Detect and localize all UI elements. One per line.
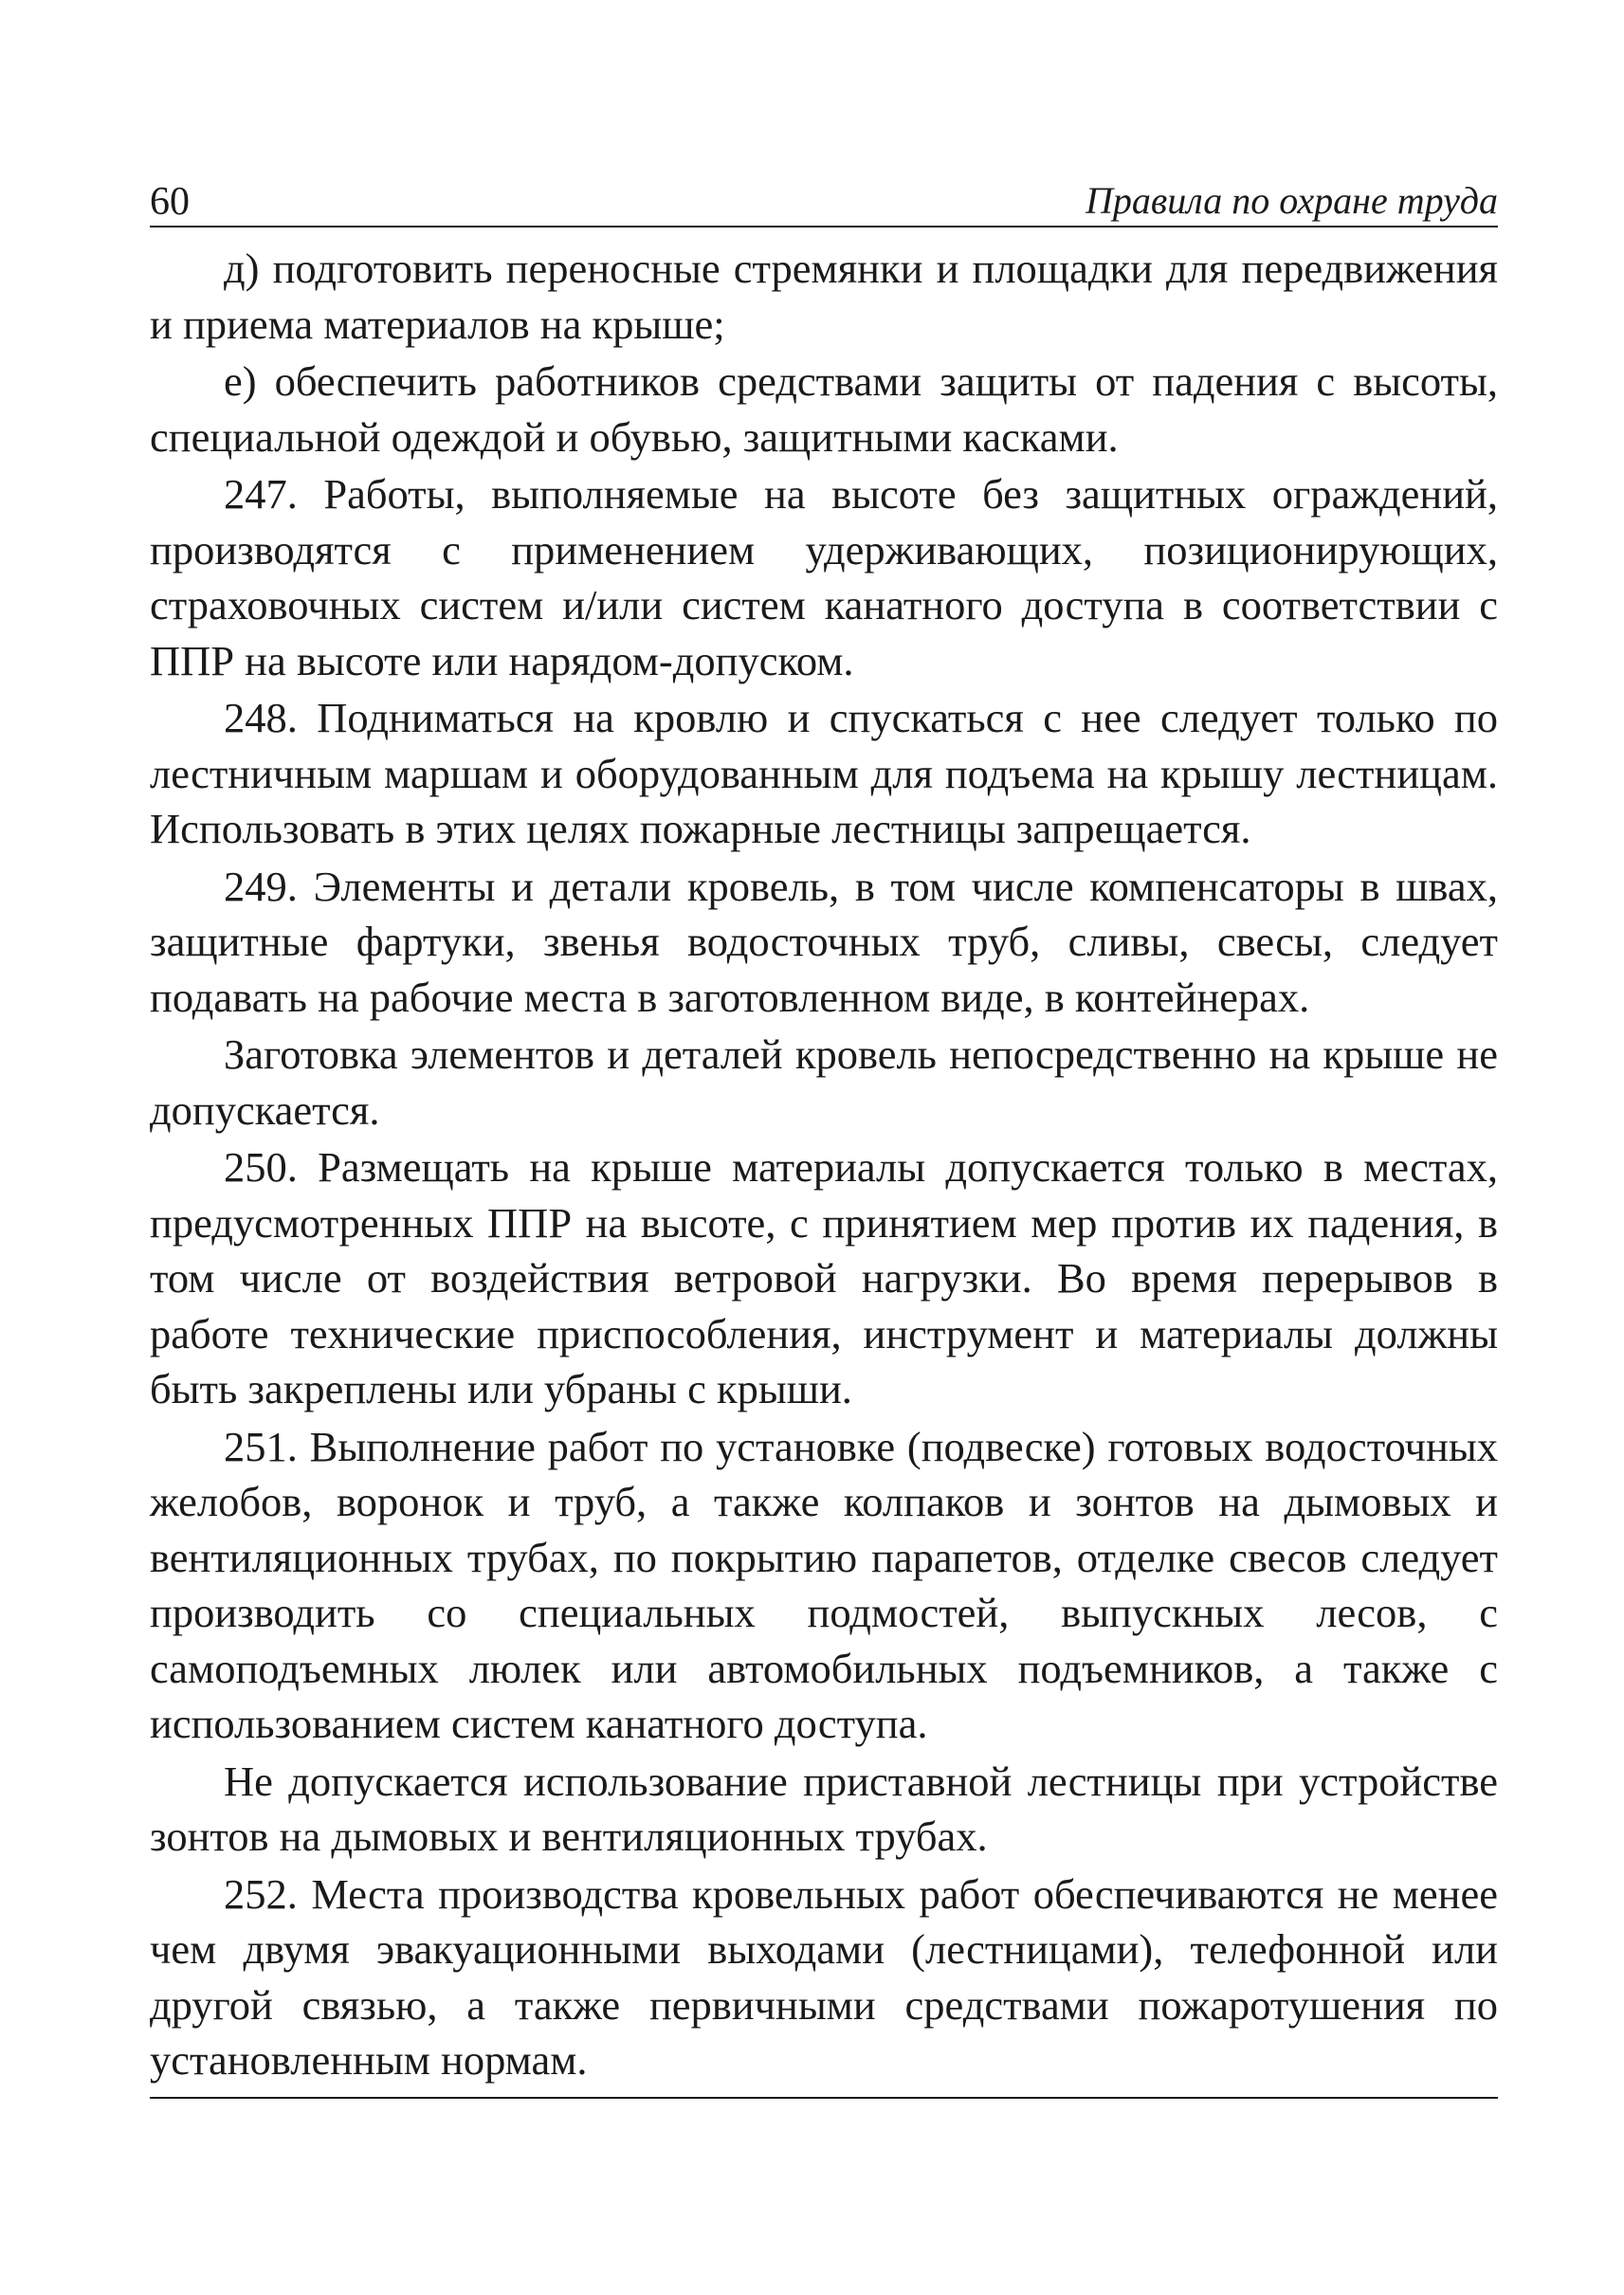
paragraph-251: 251. Выполнение работ по установке (подвеске) готовых водосточных желобов, воронок и труб, а также колпаков и зонтов на дымовых и вентиляционных трубах, по покрытию парапетов, отделке свесов следует производить со специальных подмостей, выпускных лесов, с самоподъемных люлек или автомобильных подъемников, а также с использованием систем канатного доступа. [150,1422,1498,1747]
page-number: 60 [150,180,190,224]
paragraph-248: 248. Подниматься на кровлю и спускаться с нее следует только по лестничным маршам и оборудованным для подъема на крышу лестницам. Использовать в этих целях пожарные лестницы запрещается. [150,694,1498,852]
paragraph-252: 252. Места производства кровельных работ обеспечиваются не менее чем двумя эвакуационными выходами (лестницами), телефонной или другой связью, а также первичными средствами пожаротушения по установленным нормам. [150,1869,1498,2084]
paragraph-251-note: Не допускается использование приставной лестницы при устройстве зонтов на дымовых и вентиляционных трубах. [150,1757,1498,1860]
running-header [150,171,1498,228]
paragraph-item-e: е) обеспечить работников средствами защиты от падения с высоты, специальной одеждой и обувью, защитными касками. [150,357,1498,461]
paragraph-249: 249. Элементы и детали кровель, в том числе компенсаторы в швах, защитные фартуки, звенья водосточных труб, сливы, свесы, следует подавать на рабочие места в заготовленном виде, в контейнерах. [150,862,1498,1021]
paragraph-249-note: Заготовка элементов и деталей кровель непосредственно на крыше не допускается. [150,1030,1498,1134]
paragraph-item-d: д) подготовить переносные стремянки и площадки для передвижения и приема материалов на крыше; [150,245,1498,348]
bottom-rule [150,2097,1498,2099]
paragraph-250: 250. Размещать на крыше материалы допускается только в местах, предусмотренных ППР на высоте, с принятием мер против их падения, в том числе от воздействия ветровой нагрузки. Во время перерывов в работе технические приспособления, инструмент и материалы должны быть закреплены или убраны с крыши. [150,1143,1498,1412]
body-text [150,241,1498,2088]
paragraph-247: 247. Работы, выполняемые на высоте без защитных ограждений, производятся с применением удерживающих, позиционирующих, страховочных систем и/или систем канатного доступа в соответствии с ППР на высоте или нарядом-допуском. [150,470,1498,684]
running-title: Правила по охране труда [1086,179,1498,222]
document-page [150,171,1498,2090]
